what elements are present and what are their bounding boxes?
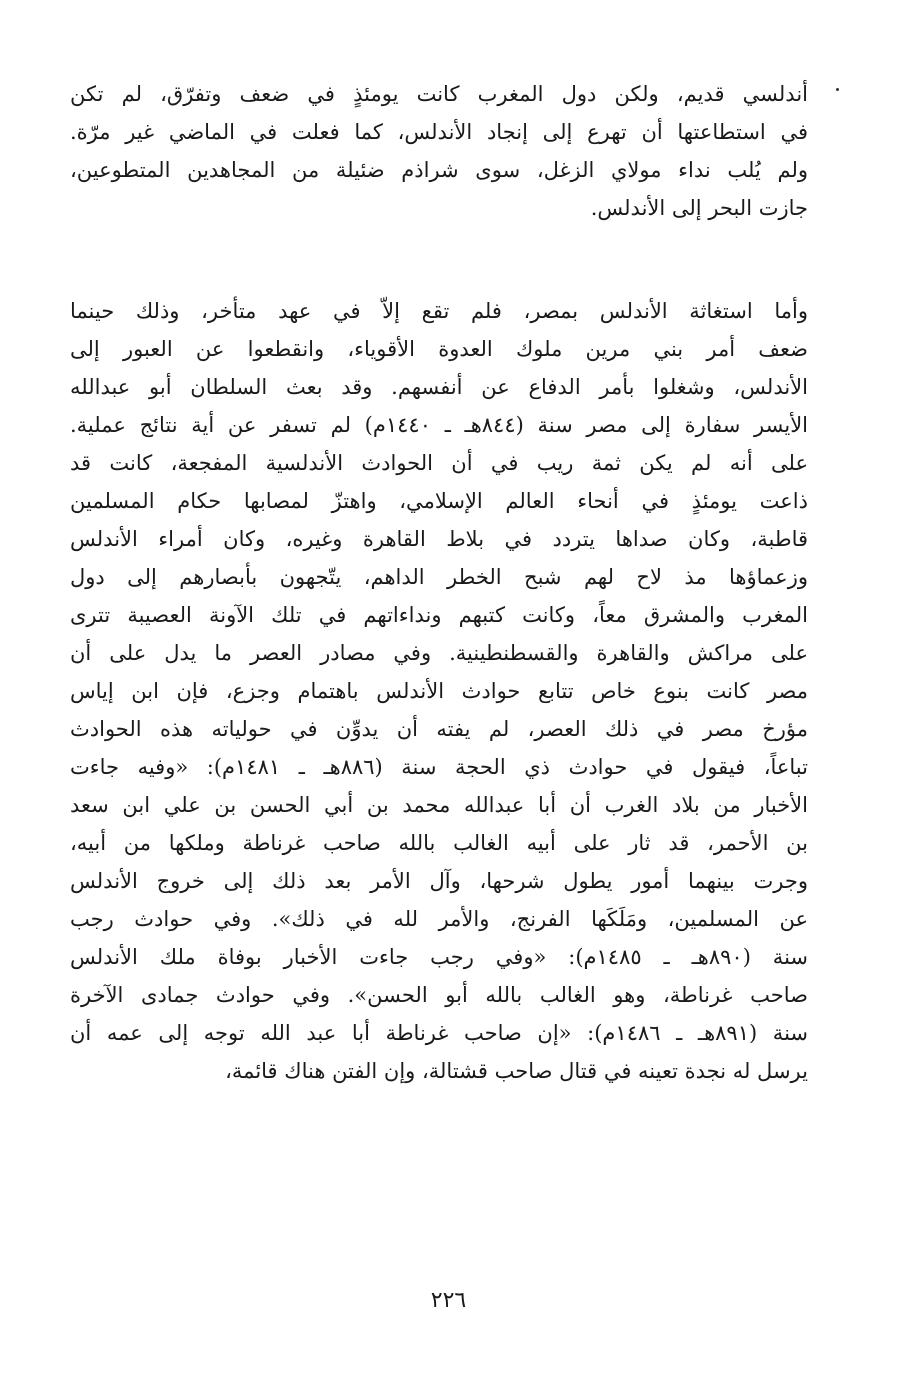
text-line: وجرت بينهما أمور يطول شرحها، وآل الأمر بعد ذلك إلى خروج الأندلس [70, 869, 808, 893]
text-line: وأما استغاثة الأندلس بمصر، فلم تقع إلاّ في عهد متأخر، وذلك حينما [70, 299, 808, 323]
text-line: قاطبة، وكان صداها يتردد في بلاط القاهرة وغيره، وكان أمراء الأندلس [70, 527, 808, 551]
page-number: ٢٢٦ [430, 1288, 467, 1313]
text-line: يرسل له نجدة تعينه في قتال صاحب قشتالة، وإن الفتن هناك قائمة، [225, 1059, 808, 1083]
text-line: في استطاعتها أن تهرع إلى إنجاد الأندلس، كما فعلت في الماضي غير مرّة. [70, 120, 808, 144]
text-line: مصر كانت بنوع خاص تتابع حوادث الأندلس باهتمام وجزع، فإن ابن إياس [70, 679, 808, 703]
text-line: صاحب غرناطة، وهو الغالب بالله أبو الحسن». وفي حوادث جمادى الآخرة [70, 983, 808, 1007]
text-line: المغرب والمشرق معاً، وكانت كتبهم ونداءاتهم في تلك الآونة العصيبة تترى [70, 603, 808, 627]
paragraph-2 [70, 292, 808, 1090]
paragraph-1 [70, 75, 808, 227]
text-line: الأخبار من بلاد الغرب أن أبا عبدالله محمد بن أبي الحسن بن علي ابن سعد [70, 793, 808, 817]
text-line: سنة (٨٩١هـ ـ ١٤٨٦م): «إن صاحب غرناطة أبا عبد الله توجه إلى عمه أن [70, 1021, 808, 1045]
text-line: تباعاً، فيقول في حوادث ذي الحجة سنة (٨٨٦هـ ـ ١٤٨١م): «وفيه جاءت [70, 755, 808, 779]
text-line: الأيسر سفارة إلى مصر سنة (٨٤٤هـ ـ ١٤٤٠م) لم تسفر عن أية نتائج عملية. [70, 413, 808, 437]
text-line: وزعماؤها مذ لاح لهم شبح الخطر الداهم، يتّجهون بأبصارهم إلى دول [70, 565, 808, 589]
text-line: جازت البحر إلى الأندلس. [590, 196, 808, 220]
text-line: ذاعت يومئذٍ في أنحاء العالم الإسلامي، واهتزّ لمصابها حكام المسلمين [70, 489, 808, 513]
text-line: الأندلس، وشغلوا بأمر الدفاع عن أنفسهم. وقد بعث السلطان أبو عبدالله [70, 375, 808, 399]
text-line: مؤرخ مصر في ذلك العصر، لم يفته أن يدوِّن في حولياته هذه الحوادث [70, 717, 808, 741]
text-line: عن المسلمين، ومَلَكَها الفرنج، والأمر لله في ذلك». وفي حوادث رجب [70, 907, 808, 931]
text-line: سنة (٨٩٠هـ ـ ١٤٨٥م): «وفي رجب جاءت الأخبار بوفاة ملك الأندلس [70, 945, 808, 969]
text-line: ضعف أمر بني مرين ملوك العدوة الأقوياء، وانقطعوا عن العبور إلى [70, 337, 808, 361]
text-line: بن الأحمر، قد ثار على أبيه الغالب بالله صاحب غرناطة وملكها من أبيه، [70, 831, 808, 855]
text-line: على مراكش والقاهرة والقسطنطينية. وفي مصادر العصر ما يدل على أن [70, 641, 808, 665]
text-line: ولم يُلب نداء مولاي الزغل، سوى شراذم ضئيلة من المجاهدين المتطوعين، [70, 158, 808, 182]
ink-speck [836, 88, 839, 91]
text-line: أندلسي قديم، ولكن دول المغرب كانت يومئذٍ في ضعف وتفرّق، لم تكن [70, 82, 808, 106]
text-line: على أنه لم يكن ثمة ريب في أن الحوادث الأندلسية المفجعة، كانت قد [70, 451, 808, 475]
